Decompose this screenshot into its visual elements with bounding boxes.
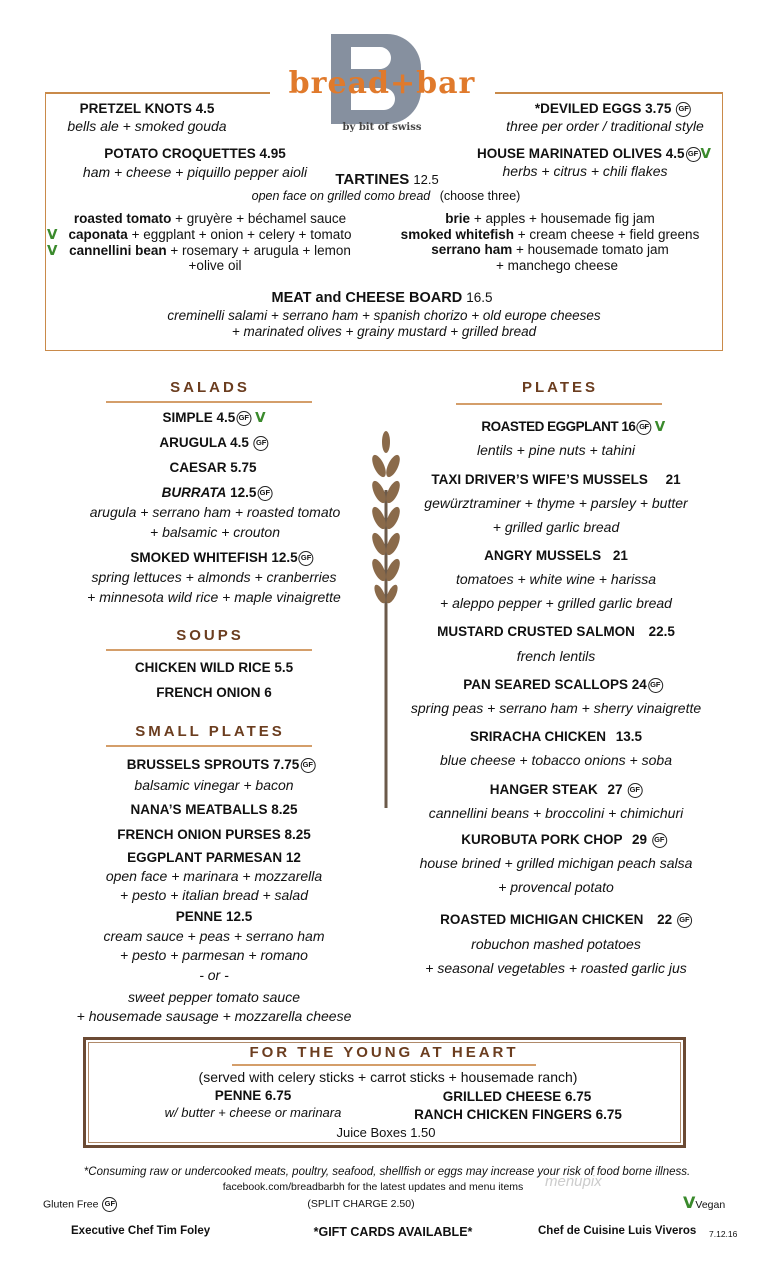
footer-split: (SPLIT CHARGE 2.50) bbox=[307, 1198, 415, 1210]
tartines-desc: open face on grilled como bread (choose three) bbox=[251, 189, 521, 203]
vegan-legend: VVegan bbox=[683, 1193, 726, 1212]
small-penne: PENNE 12.5 bbox=[175, 909, 253, 924]
soup-onion: FRENCH ONION 6 bbox=[156, 685, 272, 700]
vegan-icon: V bbox=[700, 146, 712, 162]
eggs-desc: three per order / traditional style bbox=[506, 118, 704, 134]
soup-chicken: CHICKEN WILD RICE 5.5 bbox=[134, 660, 294, 675]
kids-note: (served with celery sticks + carrot sticks + housemade ranch) bbox=[198, 1069, 578, 1085]
pork-desc-2: + provencal potato bbox=[498, 879, 614, 895]
tartine-right-4: + manchego cheese bbox=[496, 258, 618, 273]
eggplant-plate-desc: lentils + pine nuts + tahini bbox=[477, 442, 635, 458]
footer-gift: *GIFT CARDS AVAILABLE* bbox=[313, 1225, 473, 1239]
angry-desc-1: tomatoes + white wine + harissa bbox=[456, 571, 656, 587]
gluten-free-icon: GF bbox=[677, 913, 692, 928]
gluten-free-icon: GF bbox=[299, 551, 314, 566]
salad-burrata: BURRATA 12.5 GF bbox=[162, 485, 273, 501]
penne-desc-4: + housemade sausage + mozzarella cheese bbox=[76, 1008, 352, 1024]
salads-rule bbox=[106, 401, 312, 403]
box-top-right bbox=[495, 92, 723, 94]
kids-penne: PENNE 6.75 bbox=[214, 1088, 292, 1103]
gluten-free-icon: GF bbox=[102, 1197, 117, 1212]
whitefish-desc-2: + minnesota wild rice + maple vinaigrette bbox=[87, 589, 341, 605]
kids-juice: Juice Boxes 1.50 bbox=[336, 1125, 436, 1140]
salad-arugula: ARUGULA 4.5 GF bbox=[159, 435, 268, 451]
soups-rule bbox=[106, 649, 312, 651]
pork-desc-1: house brined + grilled michigan peach salsa bbox=[419, 855, 693, 871]
soups-heading: SOUPS bbox=[176, 627, 244, 644]
brand-title: bread+bar bbox=[288, 66, 476, 101]
eggs-title: *DEVILED EGGS 3.75 GF bbox=[535, 101, 691, 117]
kids-penne-desc: w/ butter + cheese or marinara bbox=[164, 1105, 342, 1120]
penne-or: - or - bbox=[199, 967, 229, 983]
vegan-icon: V bbox=[47, 243, 58, 259]
penne-desc-1: cream sauce + peas + serrano ham bbox=[103, 928, 325, 944]
small-brussels: BRUSSELS SPROUTS 7.75 GF bbox=[127, 757, 316, 773]
angry-desc-2: + aleppo pepper + grilled garlic bread bbox=[440, 595, 672, 611]
burrata-desc-2: + balsamic + crouton bbox=[150, 524, 280, 540]
burrata-desc-1: arugula + serrano ham + roasted tomato bbox=[89, 504, 341, 520]
footer-cuisine: Chef de Cuisine Luis Viveros bbox=[538, 1225, 697, 1237]
gluten-free-icon: GF bbox=[236, 411, 251, 426]
plate-sriracha: SRIRACHA CHICKEN 13.5 bbox=[469, 729, 643, 744]
gluten-free-icon: GF bbox=[686, 147, 701, 162]
footer-facebook[interactable]: facebook.com/breadbarbh for the latest updates and menu items bbox=[222, 1181, 524, 1193]
small-eggplant: EGGPLANT PARMESAN 12 bbox=[127, 850, 301, 865]
small-meatballs: NANA’S MEATBALLS 8.25 bbox=[130, 802, 298, 817]
penne-desc-3: sweet pepper tomato sauce bbox=[128, 989, 300, 1005]
gluten-free-icon: GF bbox=[648, 678, 663, 693]
wheat-icon bbox=[370, 430, 402, 810]
sriracha-desc: blue cheese + tobacco onions + soba bbox=[440, 752, 672, 768]
gluten-free-icon: GF bbox=[627, 783, 642, 798]
vegan-icon: V bbox=[683, 1193, 696, 1212]
tartine-right-2: smoked whitefish + cream cheese + field greens bbox=[400, 227, 700, 242]
taxi-desc-2: + grilled garlic bread bbox=[492, 519, 620, 535]
box-top-left bbox=[45, 92, 270, 94]
vegan-icon: V bbox=[255, 410, 266, 426]
plate-salmon: MUSTARD CRUSTED SALMON 22.5 bbox=[437, 624, 675, 639]
footer-warning: *Consuming raw or undercooked meats, poultry, seafood, shellfish or eggs may increase your risk of food borne illness. bbox=[83, 1166, 691, 1178]
salad-simple: SIMPLE 4.5 GF V bbox=[162, 410, 266, 426]
chicken-desc-2: + seasonal vegetables + roasted garlic jus bbox=[425, 960, 687, 976]
vegan-icon: V bbox=[47, 227, 58, 243]
scallops-desc: spring peas + serrano ham + sherry vinaigrette bbox=[410, 700, 702, 716]
taxi-desc-1: gewürztraminer + thyme + parsley + butter bbox=[424, 495, 688, 511]
plate-eggplant: ROASTED EGGPLANT 16 GF V bbox=[481, 419, 665, 435]
whitefish-desc-1: spring lettuces + almonds + cranberries bbox=[91, 569, 337, 585]
gluten-free-icon: GF bbox=[254, 436, 269, 451]
gluten-free-icon: GF bbox=[300, 758, 315, 773]
brand-tagline: by bit of swiss bbox=[342, 122, 422, 133]
brussels-desc: balsamic vinegar + bacon bbox=[134, 777, 294, 793]
salad-whitefish: SMOKED WHITEFISH 12.5 GF bbox=[130, 550, 313, 566]
small-rule bbox=[106, 745, 312, 747]
plate-chicken: ROASTED MICHIGAN CHICKEN 22 GF bbox=[440, 912, 692, 928]
tartine-right-3: serrano ham + housemade tomato jam bbox=[431, 242, 669, 257]
plate-hanger: HANGER STEAK 27 GF bbox=[490, 782, 643, 798]
olives-title: HOUSE MARINATED OLIVES 4.5 GF V bbox=[476, 146, 712, 162]
pretzel-title: PRETZEL KNOTS 4.5 bbox=[79, 101, 215, 116]
footer-chef: Executive Chef Tim Foley bbox=[71, 1225, 211, 1237]
plate-pork: KUROBUTA PORK CHOP 29 GF bbox=[461, 832, 667, 848]
gluten-free-icon: GF bbox=[636, 420, 651, 435]
vegan-icon: V bbox=[654, 419, 665, 435]
penne-desc-2: + pesto + parmesan + romano bbox=[120, 947, 308, 963]
plates-heading: PLATES bbox=[521, 379, 599, 396]
tartine-left-1: roasted tomato + gruyère + béchamel sauce bbox=[73, 211, 347, 226]
footer-date: 7.12.16 bbox=[709, 1229, 738, 1239]
tartine-right-1: brie + apples + housemade fig jam bbox=[445, 211, 655, 226]
board-desc-2: + marinated olives + grainy mustard + grilled bread bbox=[231, 324, 537, 339]
salads-heading: SALADS bbox=[170, 379, 250, 396]
kids-fingers: RANCH CHICKEN FINGERS 6.75 bbox=[414, 1107, 622, 1122]
plate-taxi: TAXI DRIVER’S WIFE’S MUSSELS 21 bbox=[431, 472, 681, 487]
gluten-free-legend: Gluten Free GF bbox=[43, 1197, 117, 1212]
tartine-left-2: V caponata + eggplant + onion + celery + tomato bbox=[47, 227, 352, 243]
kids-heading: FOR THE YOUNG AT HEART bbox=[249, 1044, 519, 1061]
plate-scallops: PAN SEARED SCALLOPS 24 GF bbox=[463, 677, 663, 693]
chicken-desc-1: robuchon mashed potatoes bbox=[471, 936, 641, 952]
tartine-left-4: +olive oil bbox=[188, 258, 242, 273]
board-title: MEAT and CHEESE BOARD 16.5 bbox=[271, 290, 493, 306]
gluten-free-icon: GF bbox=[676, 102, 691, 117]
small-plates-heading: SMALL PLATES bbox=[135, 723, 285, 740]
pretzel-desc: bells ale + smoked gouda bbox=[67, 118, 227, 134]
tartines-title: TARTINES 12.5 bbox=[335, 171, 439, 188]
watermark: menupix bbox=[545, 1173, 602, 1190]
gluten-free-icon: GF bbox=[257, 486, 272, 501]
kids-rule bbox=[232, 1064, 536, 1066]
tartine-left-3: V cannellini bean + rosemary + arugula + lemon bbox=[47, 243, 351, 259]
board-desc-1: creminelli salami + serrano ham + spanish chorizo + old europe cheeses bbox=[167, 308, 601, 323]
small-purses: FRENCH ONION PURSES 8.25 bbox=[117, 827, 311, 842]
croquettes-title: POTATO CROQUETTES 4.95 bbox=[104, 146, 286, 161]
salmon-desc: french lentils bbox=[516, 648, 596, 664]
plates-rule bbox=[456, 403, 662, 405]
gluten-free-icon: GF bbox=[652, 833, 667, 848]
olives-desc: herbs + citrus + chili flakes bbox=[502, 163, 668, 179]
hanger-desc: cannellini beans + broccolini + chimichuri bbox=[428, 805, 684, 821]
croquettes-desc: ham + cheese + piquillo pepper aioli bbox=[82, 164, 308, 180]
plate-angry: ANGRY MUSSELS 21 bbox=[484, 548, 628, 563]
eggplant-desc-1: open face + marinara + mozzarella bbox=[105, 868, 323, 884]
kids-grilled: GRILLED CHEESE 6.75 bbox=[442, 1089, 592, 1104]
salad-caesar: CAESAR 5.75 bbox=[169, 460, 257, 475]
eggplant-desc-2: + pesto + italian bread + salad bbox=[120, 887, 308, 903]
